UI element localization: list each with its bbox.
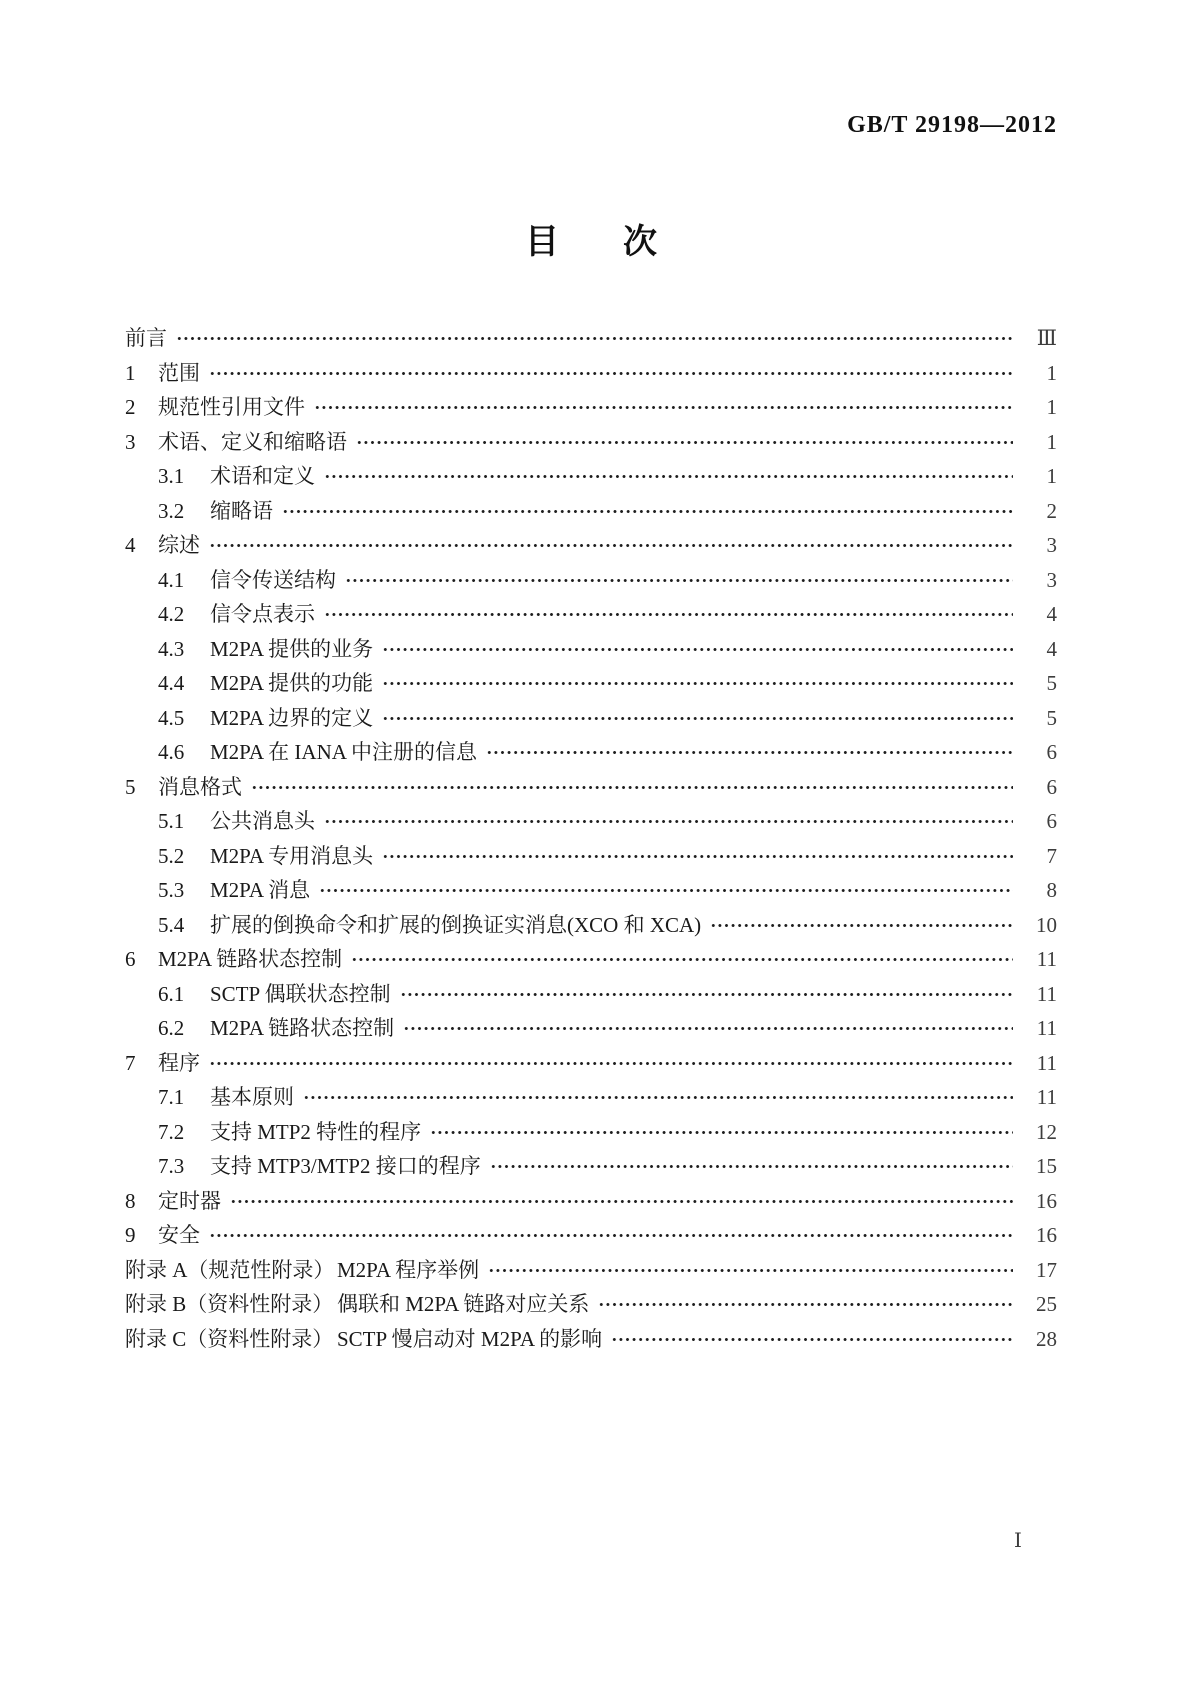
- toc-entry-label: SCTP 偶联状态控制: [210, 981, 391, 1006]
- toc-entry-page: 11: [1036, 1016, 1057, 1040]
- toc-entry-label: M2PA 边界的定义: [210, 705, 374, 730]
- toc-entry-page: 1: [1046, 360, 1057, 385]
- toc-entry-label: 程序: [158, 1050, 200, 1075]
- toc-row: [125, 805, 1057, 840]
- dot-leader: [382, 712, 1013, 725]
- toc-entry-page: 6: [1046, 740, 1057, 764]
- toc-row: [125, 1081, 1057, 1116]
- toc-row: [125, 1288, 1057, 1323]
- toc-entry-number: 3.1: [158, 464, 185, 488]
- toc-entry-label: 支持 MTP3/MTP2 接口的程序: [210, 1154, 481, 1178]
- toc-row: [125, 564, 1057, 599]
- toc-row: [125, 357, 1057, 392]
- dot-leader: [400, 988, 1013, 1001]
- toc-row: [125, 1150, 1057, 1185]
- toc-row: [125, 529, 1057, 564]
- toc-row: [125, 426, 1057, 461]
- toc-row: [125, 840, 1057, 875]
- dot-leader: [282, 505, 1013, 518]
- toc-row: [125, 598, 1057, 633]
- toc-entry-page: 4: [1046, 636, 1057, 661]
- toc-entry-number: 5: [125, 774, 136, 799]
- dot-leader: [209, 367, 1013, 380]
- dot-leader: [209, 1229, 1013, 1242]
- dot-leader: [382, 643, 1013, 656]
- toc-entry-number: 7.2: [158, 1119, 185, 1144]
- dot-leader: [490, 1160, 1013, 1173]
- dot-leader: [403, 1022, 1013, 1035]
- toc-entry-label: 消息格式: [158, 774, 242, 799]
- toc-entry-page: 16: [1036, 1188, 1057, 1213]
- dot-leader: [324, 815, 1013, 828]
- dot-leader: [486, 746, 1013, 759]
- toc-entry-label: M2PA 提供的业务: [210, 636, 374, 661]
- dot-leader: [356, 436, 1013, 449]
- toc-row: [125, 874, 1057, 909]
- toc-entry-label: 基本原则: [210, 1085, 294, 1109]
- toc-entry-label: 前言: [125, 326, 167, 350]
- toc-entry-number: 7.1: [158, 1085, 185, 1109]
- toc-entry-page: 10: [1036, 912, 1057, 937]
- toc-entry-label: 公共消息头: [210, 809, 315, 833]
- toc-entry-label: M2PA 链路状态控制: [210, 1016, 395, 1040]
- toc-entry-page: 2: [1046, 498, 1057, 523]
- dot-leader: [598, 1298, 1013, 1311]
- dot-leader: [176, 332, 1013, 345]
- toc-entry-label: M2PA 提供的功能: [210, 671, 374, 695]
- toc-entry-number: 1: [125, 360, 136, 385]
- toc-entry-number: 5.3: [158, 878, 185, 902]
- toc-entry-page: 11: [1036, 1085, 1057, 1109]
- toc-entry-number: 7: [125, 1050, 136, 1075]
- dot-leader: [209, 1057, 1013, 1070]
- toc-entry-page: 11: [1036, 947, 1057, 971]
- dot-leader: [230, 1195, 1013, 1208]
- toc-entry-page: 1: [1046, 464, 1057, 488]
- toc-entry-number: 4: [125, 533, 136, 557]
- toc-row: [125, 1254, 1057, 1289]
- toc-entry-page: 6: [1046, 809, 1057, 833]
- toc-entry-label: 范围: [158, 360, 200, 385]
- toc-entry-label: M2PA 链路状态控制: [158, 947, 343, 971]
- toc-list: [125, 322, 1057, 1357]
- toc-entry-number: 附录 A（规范性附录）: [125, 1257, 335, 1282]
- toc-entry-label: 综述: [158, 533, 200, 557]
- dot-leader: [488, 1264, 1013, 1277]
- toc-row: [125, 1116, 1057, 1151]
- toc-entry-page: 3: [1046, 533, 1057, 557]
- toc-entry-number: 8: [125, 1188, 136, 1213]
- toc-entry-page: 3: [1046, 567, 1057, 592]
- dot-leader: [319, 884, 1013, 897]
- toc-entry-page: 5: [1046, 705, 1057, 730]
- toc-entry-number: 4.4: [158, 671, 185, 695]
- toc-entry-page: 4: [1046, 602, 1057, 626]
- toc-entry-number: 6.2: [158, 1016, 185, 1040]
- dot-leader: [611, 1333, 1013, 1346]
- toc-entry-label: 信令点表示: [210, 602, 315, 626]
- dot-leader: [710, 919, 1013, 932]
- toc-row: [125, 702, 1057, 737]
- toc-entry-number: 7.3: [158, 1154, 185, 1178]
- toc-entry-label: 安全: [158, 1223, 200, 1247]
- toc-entry-label: 支持 MTP2 特性的程序: [210, 1119, 422, 1144]
- toc-entry-label: M2PA 程序举例: [337, 1257, 480, 1282]
- dot-leader: [324, 608, 1013, 621]
- toc-row: [125, 1012, 1057, 1047]
- toc-entry-page: Ⅲ: [1036, 326, 1057, 350]
- dot-leader: [430, 1126, 1013, 1139]
- toc-entry-label: M2PA 专用消息头: [210, 843, 374, 868]
- toc-row: [125, 495, 1057, 530]
- toc-entry-page: 11: [1036, 981, 1057, 1006]
- toc-entry-number: 3: [125, 429, 136, 454]
- toc-row: [125, 1047, 1057, 1082]
- toc-entry-page: 11: [1036, 1050, 1057, 1075]
- toc-entry-page: 8: [1046, 878, 1057, 902]
- toc-entry-label: 缩略语: [210, 498, 273, 523]
- dot-leader: [351, 953, 1013, 966]
- toc-row: [125, 909, 1057, 944]
- toc-row: [125, 978, 1057, 1013]
- toc-entry-page: 5: [1046, 671, 1057, 695]
- dot-leader: [209, 539, 1013, 552]
- toc-entry-page: 7: [1046, 843, 1057, 868]
- toc-entry-label: 偶联和 M2PA 链路对应关系: [337, 1292, 590, 1316]
- toc-entry-number: 附录 B（资料性附录）: [125, 1292, 334, 1316]
- toc-entry-label: M2PA 在 IANA 中注册的信息: [210, 740, 478, 764]
- toc-entry-label: 规范性引用文件: [158, 395, 305, 419]
- toc-entry-number: 附录 C（资料性附录）: [125, 1326, 334, 1351]
- toc-entry-page: 16: [1036, 1223, 1057, 1247]
- dot-leader: [345, 574, 1013, 587]
- dot-leader: [251, 781, 1013, 794]
- toc-entry-number: 4.6: [158, 740, 185, 764]
- dot-leader: [303, 1091, 1013, 1104]
- toc-row: [125, 1323, 1057, 1358]
- toc-entry-page: 1: [1046, 429, 1057, 454]
- toc-row: [125, 943, 1057, 978]
- toc-entry-label: M2PA 消息: [210, 878, 311, 902]
- toc-row: [125, 322, 1057, 357]
- page-title-char-2: 次: [623, 224, 657, 261]
- dot-leader: [324, 470, 1013, 483]
- toc-entry-page: 25: [1036, 1292, 1057, 1316]
- toc-entry-page: 6: [1046, 774, 1057, 799]
- toc-entry-label: 术语、定义和缩略语: [158, 429, 347, 454]
- toc-entry-number: 4.5: [158, 705, 185, 730]
- toc-entry-number: 4.2: [158, 602, 185, 626]
- toc-row: [125, 1219, 1057, 1254]
- toc-entry-number: 6: [125, 947, 136, 971]
- toc-entry-number: 5.1: [158, 809, 185, 833]
- toc-row: [125, 736, 1057, 771]
- toc-row: [125, 633, 1057, 668]
- toc-entry-label: SCTP 慢启动对 M2PA 的影响: [337, 1326, 603, 1351]
- page-title: [125, 214, 1057, 263]
- toc-row: [125, 771, 1057, 806]
- toc-entry-page: 17: [1036, 1257, 1057, 1282]
- toc-entry-page: 28: [1036, 1326, 1057, 1351]
- toc-entry-number: 5.2: [158, 843, 185, 868]
- toc-entry-number: 4.3: [158, 636, 185, 661]
- dot-leader: [382, 677, 1013, 690]
- dot-leader: [382, 850, 1013, 863]
- toc-entry-label: 术语和定义: [210, 464, 315, 488]
- footer-page-number: Ⅰ: [1014, 1530, 1022, 1552]
- page-title-char-1: 目: [525, 224, 559, 261]
- toc-row: [125, 1185, 1057, 1220]
- toc-entry-page: 1: [1046, 395, 1057, 419]
- dot-leader: [314, 401, 1013, 414]
- toc-entry-number: 2: [125, 395, 136, 419]
- toc-entry-number: 3.2: [158, 498, 185, 523]
- toc-entry-label: 扩展的倒换命令和扩展的倒换证实消息(XCO 和 XCA): [210, 912, 702, 937]
- toc-row: [125, 460, 1057, 495]
- toc-entry-number: 5.4: [158, 912, 185, 937]
- toc-entry-label: 信令传送结构: [210, 567, 336, 592]
- toc-entry-number: 4.1: [158, 567, 185, 592]
- toc-entry-page: 12: [1036, 1119, 1057, 1144]
- toc-entry-number: 6.1: [158, 981, 185, 1006]
- toc-entry-number: 9: [125, 1223, 136, 1247]
- toc-entry-page: 15: [1036, 1154, 1057, 1178]
- toc-entry-label: 定时器: [158, 1188, 221, 1213]
- toc-row: [125, 391, 1057, 426]
- standard-number: GB/T 29198—2012: [847, 112, 1057, 138]
- toc-row: [125, 667, 1057, 702]
